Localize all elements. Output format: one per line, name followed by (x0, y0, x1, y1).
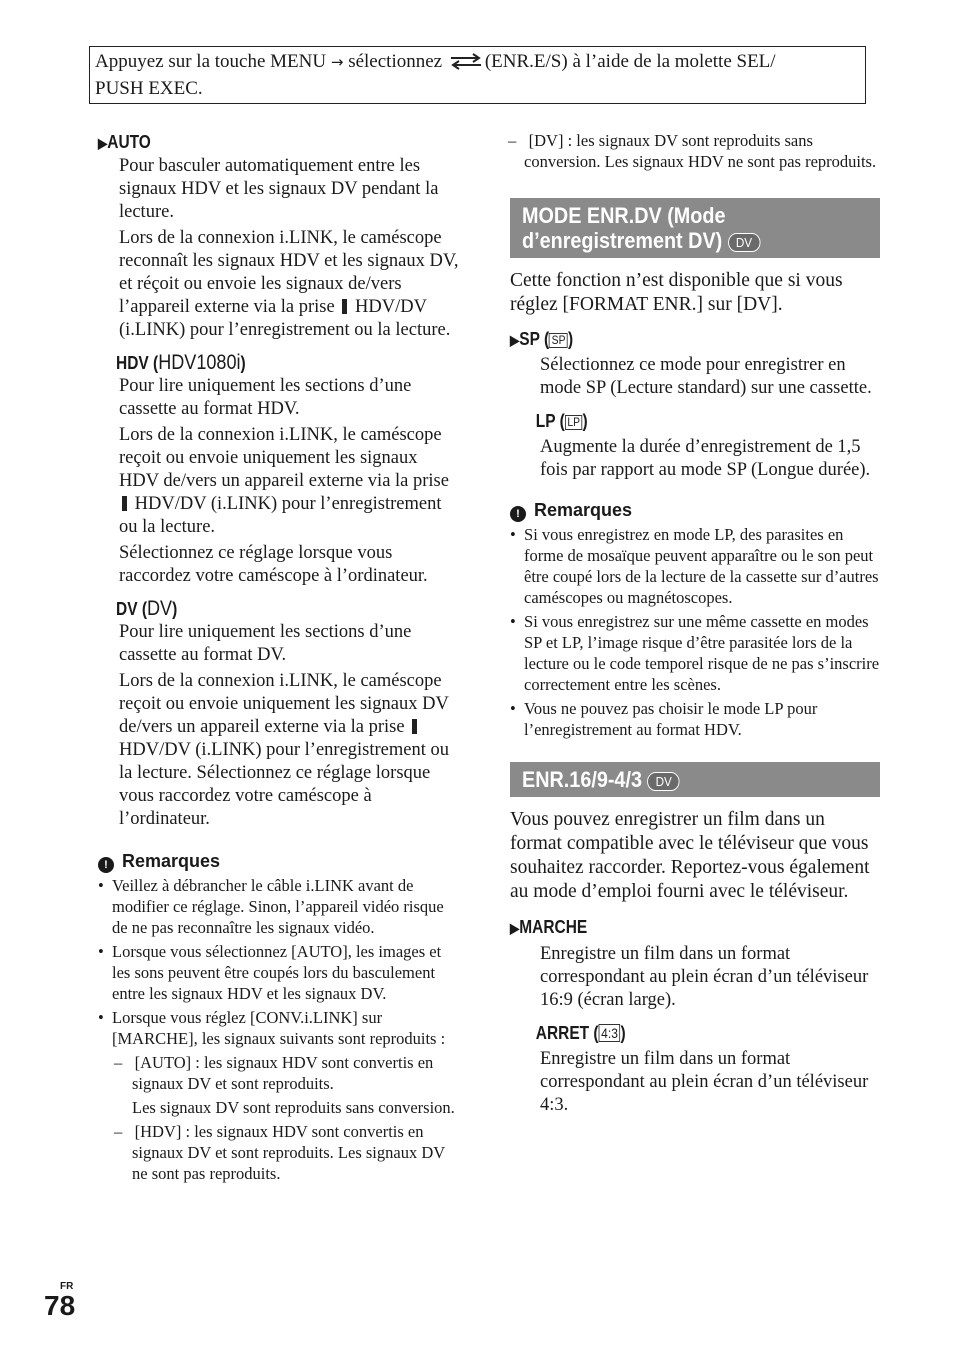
option-hdv-label: HDV ( (116, 353, 159, 373)
section-enr-16-9 (510, 762, 880, 797)
hdv-p2a: Lors de la connexion i.LINK, le caméscope reçoit ou envoie uniquement les signaux HDV de/vers un appareil externe via la prise (119, 425, 449, 491)
notes-list-right (510, 524, 880, 740)
option-auto (98, 130, 409, 155)
option-sp-close: ) (568, 329, 574, 349)
lp-box-icon: LP (565, 415, 583, 430)
ilink-plug-icon (342, 299, 347, 314)
section-mode-enr-dv (510, 198, 880, 258)
list-item: • Si vous enregistrez en mode LP, des parasites en forme de mosaïque peuvent apparaître ou le son peut être coupé lors de la lecture de la cassette sur d’autres caméscopes ou magnétoscopes. (510, 525, 879, 607)
option-sp (510, 327, 828, 352)
list-item: • Si vous enregistrez sur une même cassette en modes SP et LP, l’image risque d’être parasitée lors de la lecture ou le code temporel risque de ne pas s’inscrire correctement entre les scènes. (510, 612, 880, 694)
notes-title-left: Remarques (122, 851, 221, 871)
note-text: Lorsque vous sélectionnez [AUTO], les images et les sons peuvent être coupés lors du basculement entre les signaux HDV et les signaux DV. (112, 942, 442, 1003)
enr-16-9-intro: Vous pouvez enregistrer un film dans un format compatible avec le téléviseur que vous souhaitez raccorder. Reportez-vous également au mode d’emploi fourni avec le téléviseur. (510, 809, 870, 902)
sub-item-dv: – [DV] : les signaux DV sont reproduits sans conversion. Les signaux HDV ne sont pas reproduits. (508, 131, 877, 171)
list-item: • Vous ne pouvez pas choisir le mode LP pour l’enregistrement au format HDV. (510, 699, 818, 739)
hdv-p3: Sélectionnez ce réglage lorsque vous raccordez votre caméscope à l’ordinateur. (119, 543, 428, 586)
note-text: Vous ne pouvez pas choisir le mode LP pour l’enregistrement au format HDV. (524, 699, 818, 739)
notes-heading-right (510, 498, 880, 522)
hdv1080i-icon: HDV1080i (158, 351, 241, 374)
option-marche (510, 915, 828, 940)
list-item: • Lorsque vous sélectionnez [AUTO], les images et les sons peuvent être coupés lors du basculement entre les signaux HDV et les signaux DV. (98, 942, 442, 1003)
option-sp-label: SP ( (519, 329, 550, 349)
ilink-plug-icon (412, 719, 417, 734)
tip-text-3: (ENR.E/S) à l’aide de la molette SEL/ (484, 51, 776, 72)
sub-item-hdv: – [HDV] : les signaux HDV sont convertis en signaux DV et sont reproduits. Les signaux DV ne sont pas reproduits. (114, 1122, 445, 1183)
section-title-line1: MODE ENR.DV (Mode (522, 203, 726, 228)
sub-item-text: [DV] : les signaux DV sont reproduits sans conversion. Les signaux HDV ne sont pas reproduits. (524, 131, 877, 171)
option-dv-label: DV ( (116, 599, 148, 619)
dv-p2 (119, 670, 460, 831)
lp-p: Augmente la durée d’enregistrement de 1,5 fois par rapport au mode SP (Longue durée). (540, 437, 871, 480)
hdv-p2 (119, 424, 460, 539)
ilink-plug-icon (122, 496, 127, 511)
note-text: Veillez à débrancher le câble i.LINK avant de modifier ce réglage. Sinon, l’appareil vidéo risque de ne pas reconnaître les signaux vidéo. (112, 876, 444, 937)
auto-description (98, 155, 460, 342)
section-title-line2: d’enregistrement DV) (522, 228, 723, 253)
auto-p1: Pour basculer automatiquement entre les signaux HDV et les signaux DV pendant la lecture. (119, 156, 439, 222)
lp-description (510, 436, 880, 482)
tip-text-1: Appuyez sur la touche MENU (95, 51, 327, 72)
dv-p2b: HDV/DV (i.LINK) pour l’enregistrement ou la lecture. Sélectionnez ce réglage lorsque vous raccordez votre caméscope à l’ordinateur. (119, 740, 450, 829)
marche-description (510, 943, 880, 1012)
dv-badge: DV (647, 772, 679, 791)
sp-description (510, 354, 880, 400)
ratio-4-3-icon: 4:3 (599, 1024, 621, 1042)
hdv-description (98, 375, 460, 588)
sub-item-auto-cont: Les signaux DV sont reproduits sans conversion. (132, 1098, 455, 1117)
list-item: • Lorsque vous réglez [CONV.i.LINK] sur [MARCHE], les signaux suivants sont reproduits : (98, 1008, 446, 1048)
option-dv-close: ) (172, 599, 178, 619)
dv-badge: DV (728, 233, 760, 252)
option-arret (510, 1021, 828, 1045)
sub-item-auto: – [AUTO] : les signaux HDV sont convertis en signaux DV et sont reproduits. (114, 1053, 434, 1093)
sub-item-text: [HDV] : les signaux HDV sont convertis en signaux DV et sont reproduits. Les signaux DV ne sont pas reproduits. (132, 1122, 445, 1183)
dv-icon: DV (147, 597, 173, 620)
warning-icon: ! (98, 857, 114, 873)
note-text: Lorsque vous réglez [CONV.i.LINK] sur [MARCHE], les signaux suivants sont reproduits : (112, 1008, 446, 1048)
warning-icon: ! (510, 506, 526, 522)
dv-p1: Pour lire uniquement les sections d’une cassette au format DV. (119, 622, 412, 665)
option-dv (98, 597, 409, 621)
option-hdv (98, 351, 409, 375)
option-marche-label: MARCHE (519, 917, 588, 937)
tip-text-2: sélectionnez (348, 51, 443, 72)
language-code: FR (60, 1281, 74, 1292)
marche-p: Enregistre un film dans un format correspondant au plein écran d’un téléviseur 16:9 (écran large). (540, 944, 869, 1010)
notes-heading-left (98, 849, 460, 873)
arret-p: Enregistre un film dans un format correspondant au plein écran d’un téléviseur 4:3. (540, 1049, 869, 1115)
selected-triangle-icon: ▶ (510, 920, 520, 936)
arret-description (510, 1048, 880, 1117)
dv-description (98, 621, 460, 831)
swap-arrows-icon (449, 52, 483, 77)
hdv-p2b: HDV/DV (i.LINK) pour l’enregistrement ou la lecture. (119, 494, 442, 537)
right-arrow-icon: → (330, 53, 344, 71)
right-column (510, 130, 880, 1117)
option-auto-label: AUTO (107, 132, 151, 152)
note-text: Si vous enregistrez sur une même cassette en modes SP et LP, l’image risque d’être parasitée lors de la lecture ou le code temporel risque de ne pas s’inscrire correctement entre les scènes. (524, 612, 880, 694)
section-title-wrap (522, 767, 833, 792)
auto-p2a: Lors de la connexion i.LINK, le caméscope reconnaît les signaux HDV et les signaux DV, et réçoit ou envoie les signaux de/vers l’appareil externe via la prise (119, 228, 459, 317)
page-number: 78 (44, 1290, 76, 1321)
list-item: • Veillez à débrancher le câble i.LINK avant de modifier ce réglage. Sinon, l’appareil vidéo risque de ne pas reconnaître les signaux vidéo. (98, 876, 444, 937)
notes-title-right: Remarques (534, 500, 633, 520)
option-arret-label: ARRET ( (535, 1023, 599, 1043)
option-lp-label: LP ( (535, 411, 565, 431)
notes-list-left (98, 875, 460, 1184)
option-arret-close: ) (620, 1023, 626, 1043)
option-lp (510, 409, 828, 433)
tip-text-4: PUSH EXEC. (95, 78, 203, 99)
note-text: Si vous enregistrez en mode LP, des parasites en forme de mosaïque peuvent apparaître ou le son peut être coupé lors de la lecture de la cassette sur d’autres caméscopes ou magnétoscopes. (524, 525, 879, 607)
selected-triangle-icon: ▶ (510, 332, 520, 348)
hdv-p1: Pour lire uniquement les sections d’une cassette au format HDV. (119, 376, 412, 419)
mode-enr-dv-intro: Cette fonction n’est disponible que si vous réglez [FORMAT ENR.] sur [DV]. (510, 270, 843, 315)
sp-box-icon: SP (549, 333, 568, 348)
selected-triangle-icon: ▶ (98, 135, 108, 151)
auto-p2 (119, 227, 460, 342)
left-column (98, 130, 460, 1184)
option-hdv-close: ) (240, 353, 246, 373)
option-lp-close: ) (582, 411, 588, 431)
section-title-wrap (522, 203, 833, 253)
sub-item-text: [AUTO] : les signaux HDV sont convertis en signaux DV et sont reproduits. (132, 1053, 434, 1093)
auto-p2b: HDV/DV (i.LINK) pour l’enregistrement ou la lecture. (119, 297, 451, 340)
sp-p: Sélectionnez ce mode pour enregistrer en mode SP (Lecture standard) sur une cassette. (540, 355, 872, 398)
section-title: ENR.16/9-4/3 (522, 767, 642, 792)
menu-instruction-box (89, 46, 866, 104)
dv-p2a: Lors de la connexion i.LINK, le caméscope reçoit ou envoie uniquement les signaux DV de/vers un appareil externe via la prise (119, 671, 449, 737)
